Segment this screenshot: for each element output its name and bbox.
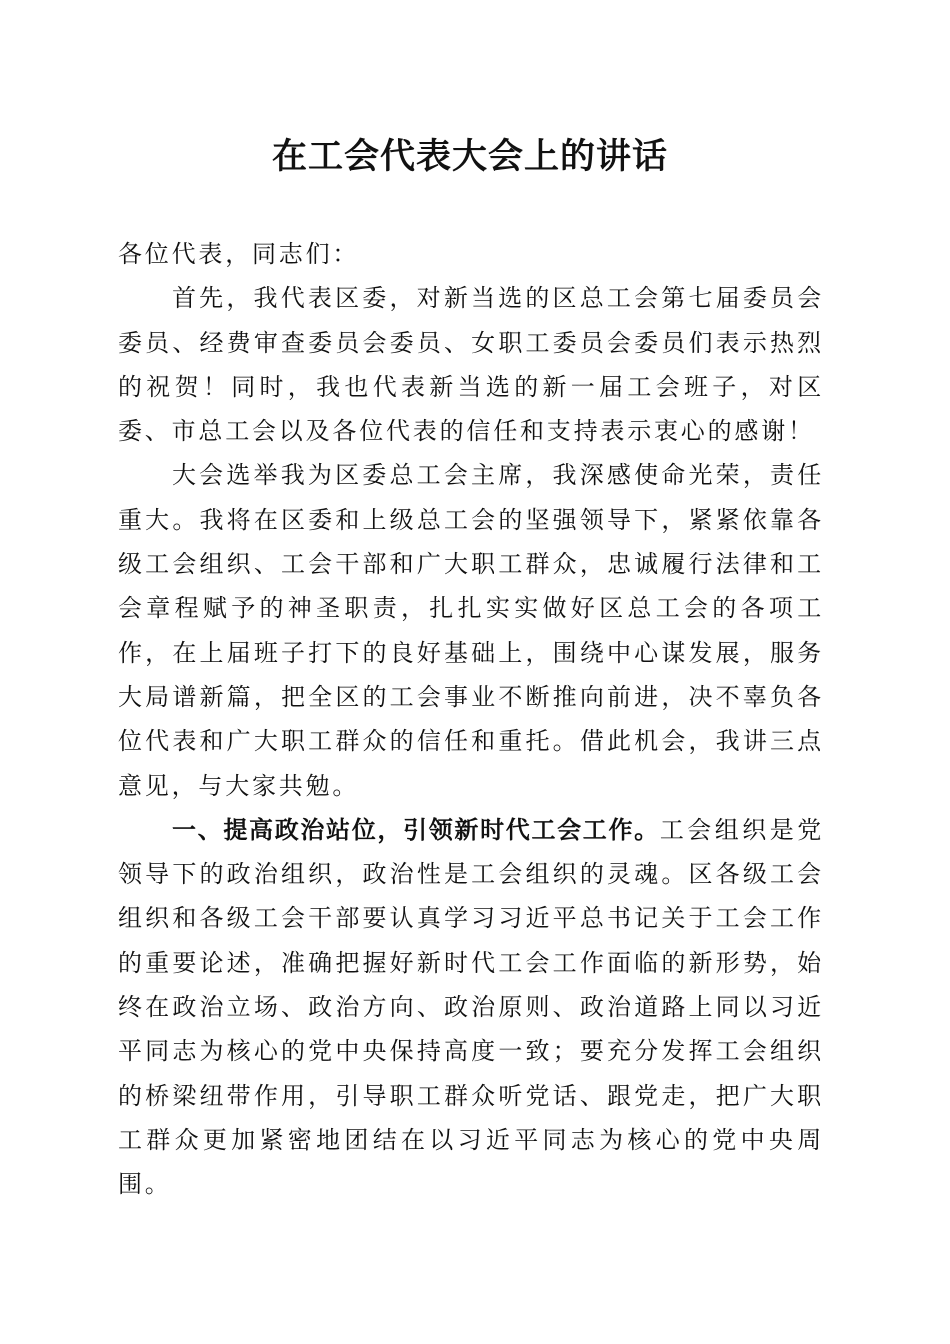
document-title: 在工会代表大会上的讲话	[271, 136, 668, 177]
section-1-heading: 一、提高政治站位，引领新时代工会工作。	[172, 815, 660, 844]
paragraph-commitment: 大会选举我为区委总工会主席，我深感使命光荣，责任重大。我将在区委和上级总工会的坚强领导下，紧紧依靠各级工会组织、工会干部和广大职工群众，忠诚履行法律和工会章程赋予的神圣职责，扎扎实实做好区总工会的各项工作，在上届班子打下的良好基础上，围绕中心谋发展，服务大局谱新篇，把全区的工会事业不断推向前进，决不辜负各位代表和广大职工群众的信任和重托。借此机会，我讲三点意见，与大家共勉。	[118, 461, 824, 800]
document-body	[118, 232, 824, 1207]
section-1-paragraph	[118, 808, 824, 1207]
section-1-text: 工会组织是党领导下的政治组织，政治性是工会组织的灵魂。区各级工会组织和各级工会干部要认真学习习近平总书记关于工会工作的重要论述，准确把握好新时代工会工作面临的新形势，始终在政治立场、政治方向、政治原则、政治道路上同以习近平同志为核心的党中央保持高度一致；要充分发挥工会组织的桥梁纽带作用，引导职工群众听党话、跟党走，把广大职工群众更加紧密地团结在以习近平同志为核心的党中央周围。	[118, 815, 825, 1199]
salutation: 各位代表，同志们：	[118, 240, 360, 268]
paragraph-congratulations: 首先，我代表区委，对新当选的区总工会第七届委员会委员、经费审查委员会委员、女职工委员会委员们表示热烈的祝贺！同时，我也代表新当选的新一届工会班子，对区委、市总工会以及各位代表的信任和支持表示衷心的感谢！	[118, 284, 824, 446]
